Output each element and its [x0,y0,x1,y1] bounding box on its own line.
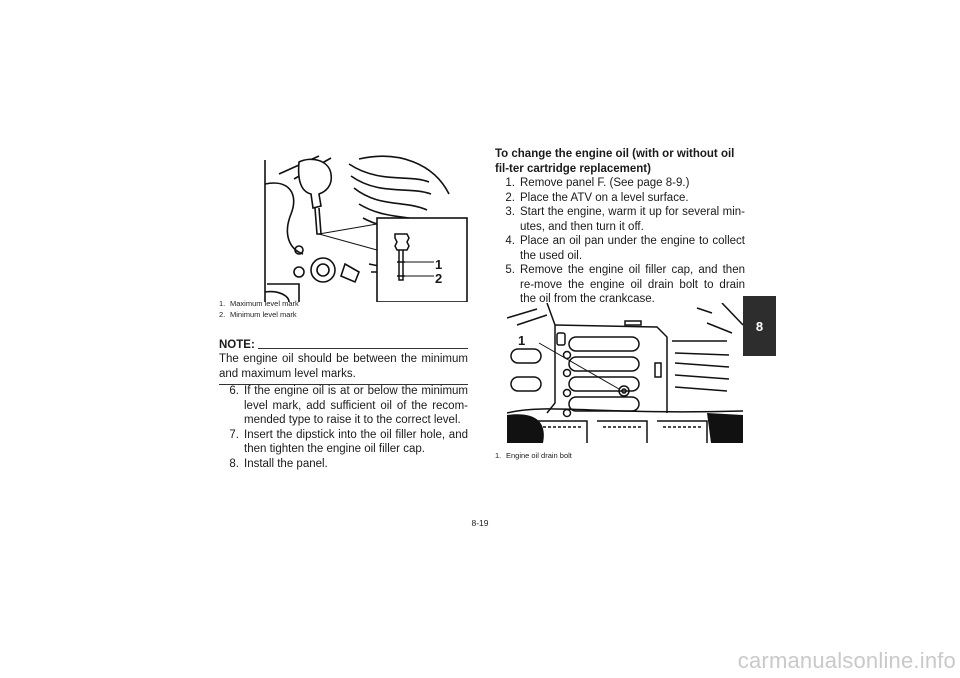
section-heading: To change the engine oil (with or without oil fil-ter cartridge replacement) [495,148,735,175]
note-rule [258,348,468,349]
list-item: 2. Place the ATV on a level surface. [505,191,689,204]
list-item: 3. Start the engine, warm it up for several min-utes, and then turn it off. [505,206,745,233]
list-item: 6. If the engine oil is at or below the minimum level mark, add sufficient oil of the recom-mended type to raise it to the correct level. [229,385,468,426]
caption-line: 2. Minimum level mark [219,310,297,319]
callout-1: 1 [435,257,443,272]
chapter-tab: 8 [743,296,776,356]
page-number: 8-19 [471,518,489,528]
note-text: The engine oil should be between the minimum and maximum level marks. [219,352,468,385]
list-item: 1. Remove panel F. (See page 8-9.) [505,177,690,189]
callout-2: 2 [435,271,443,286]
drain-bolt-illustration [507,303,743,443]
right-steps-list [495,176,745,307]
note-box [219,339,468,385]
list-item: 8. Install the panel. [229,457,328,470]
figure1-caption [219,298,469,320]
list-item: 4. Place an oil pan under the engine to collect the used oil. [505,235,745,262]
note-label: NOTE: [219,339,255,351]
left-steps-list [219,384,468,471]
figure2-caption [495,450,745,461]
caption-line: 1. Maximum level mark [219,299,299,308]
caption-line: 1. Engine oil drain bolt [495,451,572,460]
list-item: 7. Insert the dipstick into the oil filler hole, and then tighten the engine oil filler cap. [229,428,468,455]
callout-1: 1 [518,333,526,348]
list-item: 5. Remove the engine oil filler cap, and then re-move the engine oil drain bolt to drain the oil from the crankcase. [505,264,745,305]
watermark: carmanualsonline.info [737,648,956,673]
